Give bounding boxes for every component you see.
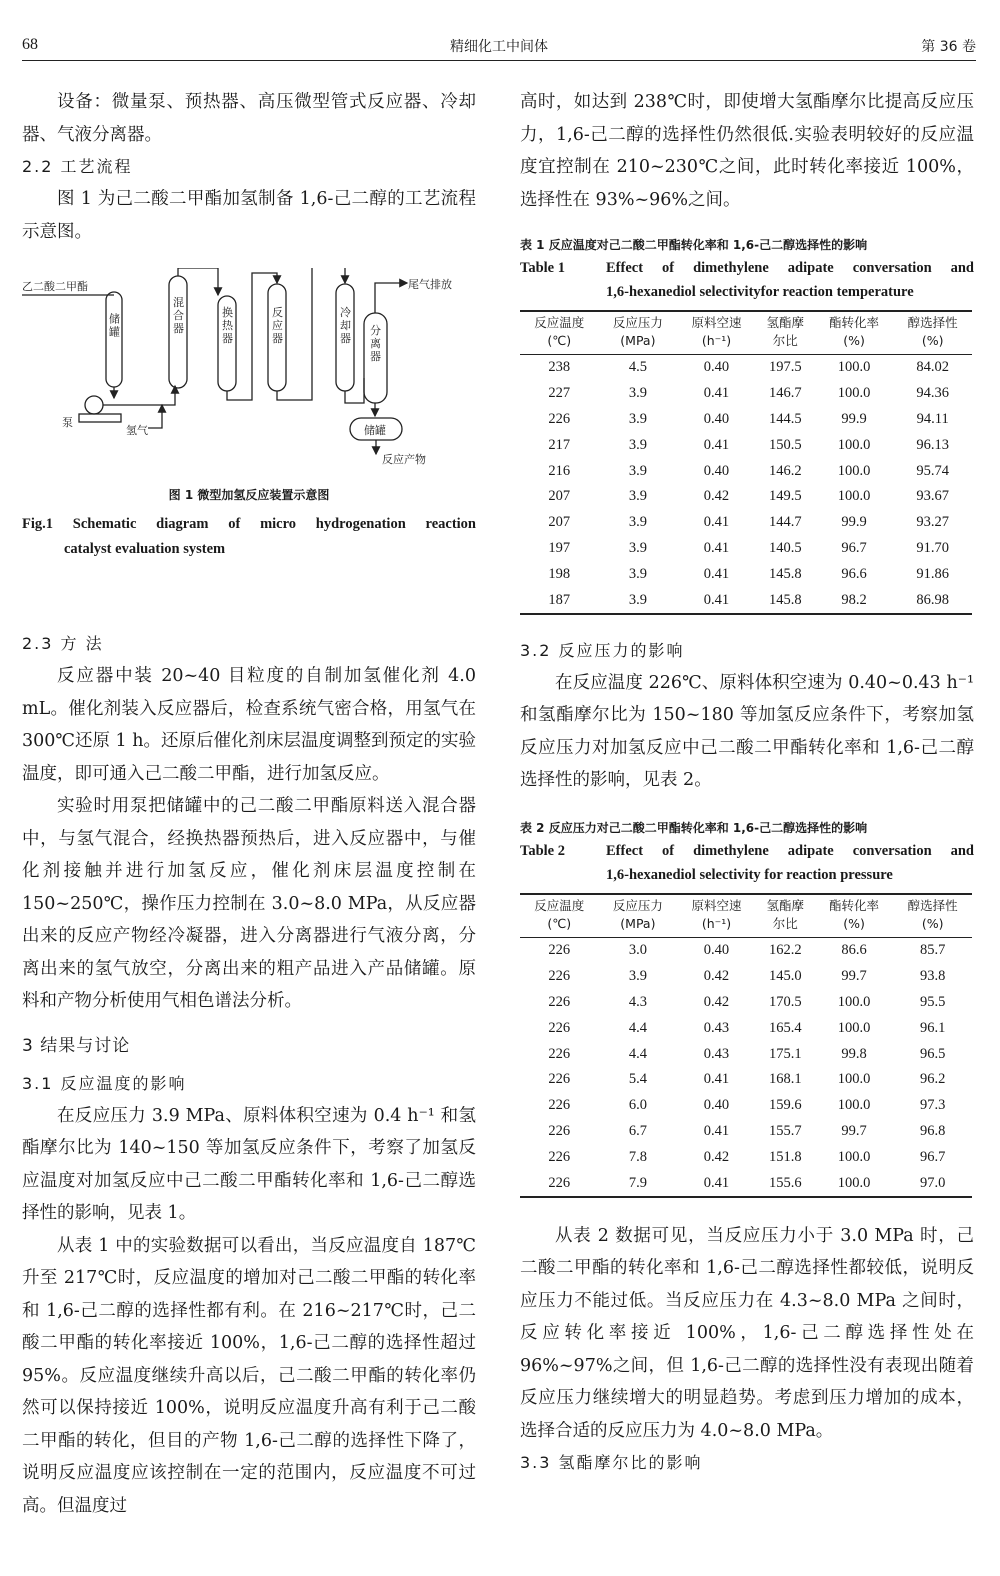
reactor-label: 反应器 xyxy=(270,306,284,346)
table-2-header: 反应压力 (MPa) xyxy=(599,894,678,938)
table-cell: 0.41 xyxy=(703,514,730,531)
table-cell: 100.0 xyxy=(837,1097,871,1114)
table-cell: 3.9 xyxy=(628,436,647,453)
storage-tank-shape xyxy=(106,292,122,387)
table-cell: 0.40 xyxy=(703,359,730,376)
mixer-label: 混合器 xyxy=(171,296,185,336)
tailgas-label: 尾气排放 xyxy=(408,278,452,291)
table-cell: 96.6 xyxy=(841,565,867,582)
table-cell: 99.7 xyxy=(841,1122,867,1139)
table-cell: 155.7 xyxy=(768,1122,802,1139)
table-row xyxy=(520,510,972,536)
table-row xyxy=(520,536,972,562)
table-cell: 95.5 xyxy=(919,993,946,1010)
table-cell: 3.0 xyxy=(628,942,647,959)
table-1-header: 反应压力 (MPa) xyxy=(599,311,678,355)
table-row xyxy=(520,1170,972,1197)
table-cell: 3.9 xyxy=(628,488,647,505)
table-2-caption-cn: 表 2 反应压力对己二酸二甲酯转化率和 1,6-己二醇选择性的影响 xyxy=(520,820,868,835)
table-cell: 100.0 xyxy=(837,462,871,479)
table-cell: 198 xyxy=(548,565,571,582)
table-2-header: 氢酯摩 尔比 xyxy=(756,894,815,938)
table-row xyxy=(520,407,972,433)
table-2-body xyxy=(520,937,972,1196)
table-cell: 86.6 xyxy=(841,942,867,959)
table-cell: 150.5 xyxy=(768,436,802,453)
table-cell: 0.41 xyxy=(703,1071,730,1088)
table-cell: 3.9 xyxy=(628,565,647,582)
table-cell: 140.5 xyxy=(768,539,802,556)
table-cell: 226 xyxy=(548,1148,571,1165)
table-cell: 226 xyxy=(548,968,571,985)
figure-caption-cn: 图 1 微型加氢反应装置示意图 xyxy=(168,488,330,502)
table-1-header: 原料空速 (h⁻¹) xyxy=(677,311,756,355)
right-column xyxy=(520,86,974,1479)
table-2-header: 醇选择性 (%) xyxy=(893,894,972,938)
table-cell: 100.0 xyxy=(837,359,871,376)
table-cell: 98.2 xyxy=(815,587,894,614)
table-cell: 99.9 xyxy=(841,410,867,427)
table-cell: 226 xyxy=(548,1097,571,1114)
table-cell: 7.9 xyxy=(599,1170,678,1197)
table-cell: 93.67 xyxy=(916,488,949,505)
table-row xyxy=(520,964,972,990)
table-2 xyxy=(520,893,972,1198)
table-cell: 217 xyxy=(548,436,571,453)
table-1-body xyxy=(520,355,972,614)
table-cell: 100.0 xyxy=(837,385,871,402)
table-cell: 93.8 xyxy=(919,968,946,985)
table-cell: 175.1 xyxy=(768,1045,802,1062)
running-header xyxy=(22,36,976,61)
table-row xyxy=(520,432,972,458)
table-cell: 0.40 xyxy=(703,942,730,959)
table-cell: 0.41 xyxy=(703,385,730,402)
flow-paragraph: 图 1 为己二酸二甲酯加氢制备 1,6-己二醇的工艺流程示意图。 xyxy=(22,189,476,242)
method-paragraph-2: 实验时用泵把储罐中的己二酸二甲酯原料送入混合器中，与氢气混合，经换热器预热后，进入反应器中，与催化剂接触并进行加氢反应，催化剂床层温度控制在 150~250℃，操作压力控制在 3.0~8.0 MPa，从反应器出来的反应产物经冷凝器，进入分离器进行气液分离，分离出来的氢气放空，分离出来的粗产品进入产品储罐。原料和产物分析使用气相色谱法分析。 xyxy=(22,796,476,1011)
section-3-heading: 3 结果与讨论 xyxy=(22,1035,131,1056)
table-2-header: 原料空速 (h⁻¹) xyxy=(677,894,756,938)
table-1 xyxy=(520,310,972,615)
table-cell: 162.2 xyxy=(768,942,802,959)
table-1-header: 反应温度 (℃) xyxy=(520,311,599,355)
table-cell: 144.5 xyxy=(768,410,802,427)
table-row xyxy=(520,1015,972,1041)
table-cell: 7.8 xyxy=(628,1148,647,1165)
paragraph-3-2-b: 从表 2 数据可见，当反应压力小于 3.0 MPa 时，己二酸二甲酯的转化率和 1,6-己二醇选择性都较低，说明反应压力不能过低。当反应压力在 4.3~8.0 MPa 之间时，反应转化率接近 100%，1,6-己二醇选择性处在 96%~97%之间，但 1,6-己二醇的选择性没有表现出随着反应压力继续增大的明显趋势。考虑到压力增加的成本，选择合适的反应压力为 4.0~8.0 MPa。 xyxy=(520,1225,974,1441)
table-cell: 0.41 xyxy=(703,565,730,582)
table-cell: 146.2 xyxy=(768,462,802,479)
table-cell: 226 xyxy=(548,1019,571,1036)
table-cell: 99.8 xyxy=(841,1045,867,1062)
continued-paragraph: 高时，如达到 238℃时，即使增大氢酯摩尔比提高反应压力，1,6-己二醇的选择性仍然很低.实验表明较好的反应温度宜控制在 210~230℃之间，此时转化率接近 100%，选择性在 93%~96%之间。 xyxy=(520,92,974,210)
table-2-header: 酯转化率 (%) xyxy=(815,894,894,938)
table-1-caption-cn: 表 1 反应温度对己二酸二甲酯转化率和 1,6-己二醇选择性的影响 xyxy=(520,238,868,252)
table-cell: 4.4 xyxy=(628,1019,647,1036)
table-cell: 226 xyxy=(548,410,571,427)
table-cell: 4.3 xyxy=(628,993,647,1010)
paragraph-3-1-b: 从表 1 中的实验数据可以看出，当反应温度自 187℃升至 217℃时，反应温度的增加对己二酸二甲酯的转化率和 1,6-己二醇的选择性都有利。在 216~217℃时，己二酸二甲酯的转化率接近 100%，1,6-己二醇的选择性超过 95%。反应温度继续升高以后，己二酸二甲酯的转化率仍然可以保持接近 100%，说明反应温度升高有利于己二酸二甲酯的转化，但目的产物 1,6-己二醇的选择性下降了，说明反应温度应该控制在一定的范围内，反应温度不可过高。但温度过 xyxy=(22,1235,476,1516)
hx-label: 换热器 xyxy=(220,306,234,346)
table-cell: 96.5 xyxy=(919,1045,946,1062)
paragraph-3-2: 在反应温度 226℃、原料体积空速为 0.40~0.43 h⁻¹ 和氢酯摩尔比为 150~180 等加氢反应条件下，考察加氢反应压力对加氢反应中己二酸二甲酯转化率和 1,6-己二醇选择性的影响，见表 2。 xyxy=(520,672,974,791)
table-cell: 168.1 xyxy=(768,1071,802,1088)
table-1-block xyxy=(520,234,974,615)
section-3-2-heading: 3.2 反应压力的影响 xyxy=(520,640,685,660)
table-cell: 96.8 xyxy=(919,1122,946,1139)
section-2-2-heading: 2.2 工艺流程 xyxy=(22,157,133,176)
left-column xyxy=(22,86,476,1522)
table-cell: 0.41 xyxy=(677,1170,756,1197)
table-1-header: 醇选择性 (%) xyxy=(893,311,972,355)
equipment-paragraph: 设备：微量泵、预热器、高压微型管式反应器、冷却器、气液分离器。 xyxy=(22,92,476,145)
figure-1 xyxy=(22,268,476,628)
table-cell: 0.40 xyxy=(703,410,730,427)
table-cell: 100.0 xyxy=(837,993,871,1010)
table-cell: 0.41 xyxy=(703,539,730,556)
table-1-header: 氢酯摩 尔比 xyxy=(756,311,815,355)
table-cell: 155.6 xyxy=(756,1170,815,1197)
table-cell: 145.0 xyxy=(768,968,802,985)
table-cell: 96.7 xyxy=(919,1148,946,1165)
table-cell: 99.7 xyxy=(841,968,867,985)
table-cell: 0.43 xyxy=(703,1019,730,1036)
table-cell: 4.4 xyxy=(628,1045,647,1062)
section-3-1-heading: 3.1 反应温度的影响 xyxy=(22,1073,187,1093)
table-cell: 144.7 xyxy=(768,514,802,531)
table-2-caption-en: Table 2 Effect of dimethylene adipate conversation and 1,6-hexanediol selectivity for reaction pressure xyxy=(520,842,974,883)
table-cell: 226 xyxy=(548,1045,571,1062)
table-row xyxy=(520,458,972,484)
figure-caption-en: Fig.1 Schematic diagram of micro hydrogenation reaction catalyst evaluation system xyxy=(22,516,476,557)
table-cell: 100.0 xyxy=(837,1019,871,1036)
table-cell: 0.41 xyxy=(703,436,730,453)
table-cell: 91.86 xyxy=(916,565,949,582)
table-cell: 0.40 xyxy=(703,1097,730,1114)
paragraph-3-1-a: 在反应压力 3.9 MPa、原料体积空速为 0.4 h⁻¹ 和氢酯摩尔比为 140~150 等加氢反应条件下，考察了加氢反应温度对加氢反应中己二酸二甲酯转化率和 1,6-己二醇选择性的影响，见表 1。 xyxy=(22,1105,476,1223)
table-1-caption-en: Table 1 Effect of dimethylene adipate conversation and 1,6-hexanediol selectivityfor reaction temperature xyxy=(520,260,974,300)
table-cell: 226 xyxy=(548,1071,571,1088)
table-cell: 3.9 xyxy=(628,539,647,556)
table-cell: 100.0 xyxy=(837,1148,871,1165)
table-cell: 0.41 xyxy=(703,1122,730,1139)
pump-shape xyxy=(85,396,103,414)
table-cell: 5.4 xyxy=(628,1071,647,1088)
table-cell: 226 xyxy=(548,993,571,1010)
table-cell: 100.0 xyxy=(837,1071,871,1088)
table-2-header: 反应温度 (℃) xyxy=(520,894,599,938)
table-cell: 97.0 xyxy=(893,1170,972,1197)
table-cell: 197 xyxy=(548,539,571,556)
table-cell: 100.0 xyxy=(837,488,871,505)
table-cell: 187 xyxy=(520,587,599,614)
table-row xyxy=(520,1067,972,1093)
table-cell: 146.7 xyxy=(768,385,802,402)
table-cell: 96.2 xyxy=(919,1071,946,1088)
table-row xyxy=(520,1119,972,1145)
table-cell: 96.7 xyxy=(841,539,867,556)
table-cell: 3.9 xyxy=(628,410,647,427)
table-cell: 96.1 xyxy=(919,1019,946,1036)
table-cell: 0.42 xyxy=(703,993,730,1010)
table-cell: 197.5 xyxy=(768,359,802,376)
table-row xyxy=(520,990,972,1016)
table-cell: 145.8 xyxy=(756,587,815,614)
table-row xyxy=(520,1093,972,1119)
table-row xyxy=(520,1144,972,1170)
table-row xyxy=(520,355,972,381)
pump-base xyxy=(79,414,121,422)
table-cell: 100.0 xyxy=(837,436,871,453)
table-cell: 3.9 xyxy=(628,968,647,985)
table-row xyxy=(520,937,972,963)
product-tank-label: 储罐 xyxy=(364,424,386,437)
separator-label: 分离器 xyxy=(368,324,382,364)
table-cell: 94.11 xyxy=(916,410,949,427)
table-cell: 3.9 xyxy=(628,514,647,531)
table-cell: 97.3 xyxy=(919,1097,946,1114)
table-cell: 216 xyxy=(548,462,571,479)
table-cell: 96.13 xyxy=(916,436,949,453)
table-cell: 100.0 xyxy=(815,1170,894,1197)
hydrogen-label: 氢气 xyxy=(126,424,148,437)
table-cell: 0.42 xyxy=(703,968,730,985)
journal-title: 精细化工中间体 xyxy=(450,39,548,55)
table-cell: 84.02 xyxy=(916,359,949,376)
table-cell: 0.41 xyxy=(677,587,756,614)
table-cell: 0.40 xyxy=(703,462,730,479)
table-cell: 3.9 xyxy=(599,587,678,614)
section-3-3-heading: 3.3 氢酯摩尔比的影响 xyxy=(520,1453,703,1473)
method-paragraph-1: 反应器中装 20~40 目粒度的自制加氢催化剂 4.0 mL。催化剂装入反应器后，检查系统气密合格，用氢气在 300℃还原 1 h。还原后催化剂床层温度调整到预定的实验温度，即可通入己二酸二甲酯，进行加氢反应。 xyxy=(22,666,477,784)
table-cell: 6.7 xyxy=(628,1122,647,1139)
table-cell: 238 xyxy=(548,359,571,376)
table-2-block xyxy=(520,817,974,1198)
table-cell: 85.7 xyxy=(919,942,946,959)
table-cell: 207 xyxy=(548,488,571,505)
table-cell: 94.36 xyxy=(916,385,949,402)
table-1-header: 酯转化率 (%) xyxy=(815,311,894,355)
feed-label: 乙二酸二甲酯 xyxy=(22,280,88,293)
table-cell: 3.9 xyxy=(628,385,647,402)
table-cell: 6.0 xyxy=(628,1097,647,1114)
table-cell: 145.8 xyxy=(768,565,802,582)
table-cell: 226 xyxy=(520,1170,599,1197)
volume-label: 第 36 卷 xyxy=(921,39,976,55)
table-cell: 91.70 xyxy=(916,539,949,556)
table-cell: 149.5 xyxy=(768,488,802,505)
table-cell: 0.43 xyxy=(703,1045,730,1062)
table-row xyxy=(520,1041,972,1067)
table-cell: 170.5 xyxy=(768,993,802,1010)
table-cell: 159.6 xyxy=(768,1097,802,1114)
section-2-3-heading: 2.3 方 法 xyxy=(22,634,104,653)
table-cell: 0.42 xyxy=(703,488,730,505)
pump-label: 泵 xyxy=(62,416,73,429)
table-row xyxy=(520,561,972,587)
table-row xyxy=(520,381,972,407)
table-cell: 95.74 xyxy=(916,462,949,479)
tank-label: 储罐 xyxy=(107,313,121,339)
table-row xyxy=(520,484,972,510)
table-cell: 151.8 xyxy=(768,1148,802,1165)
table-row xyxy=(520,587,972,614)
page-number: 68 xyxy=(22,36,38,53)
table-cell: 99.9 xyxy=(841,514,867,531)
table-cell: 226 xyxy=(548,942,571,959)
table-cell: 4.5 xyxy=(628,359,647,376)
table-cell: 226 xyxy=(548,1122,571,1139)
table-cell: 207 xyxy=(548,514,571,531)
table-cell: 93.27 xyxy=(916,514,949,531)
table-cell: 86.98 xyxy=(893,587,972,614)
table-cell: 165.4 xyxy=(768,1019,802,1036)
table-cell: 3.9 xyxy=(628,462,647,479)
table-cell: 0.42 xyxy=(703,1148,730,1165)
table-cell: 227 xyxy=(548,385,571,402)
cooler-label: 冷却器 xyxy=(338,306,352,346)
process-flow-diagram xyxy=(22,268,476,483)
product-label: 反应产物 xyxy=(382,453,426,466)
